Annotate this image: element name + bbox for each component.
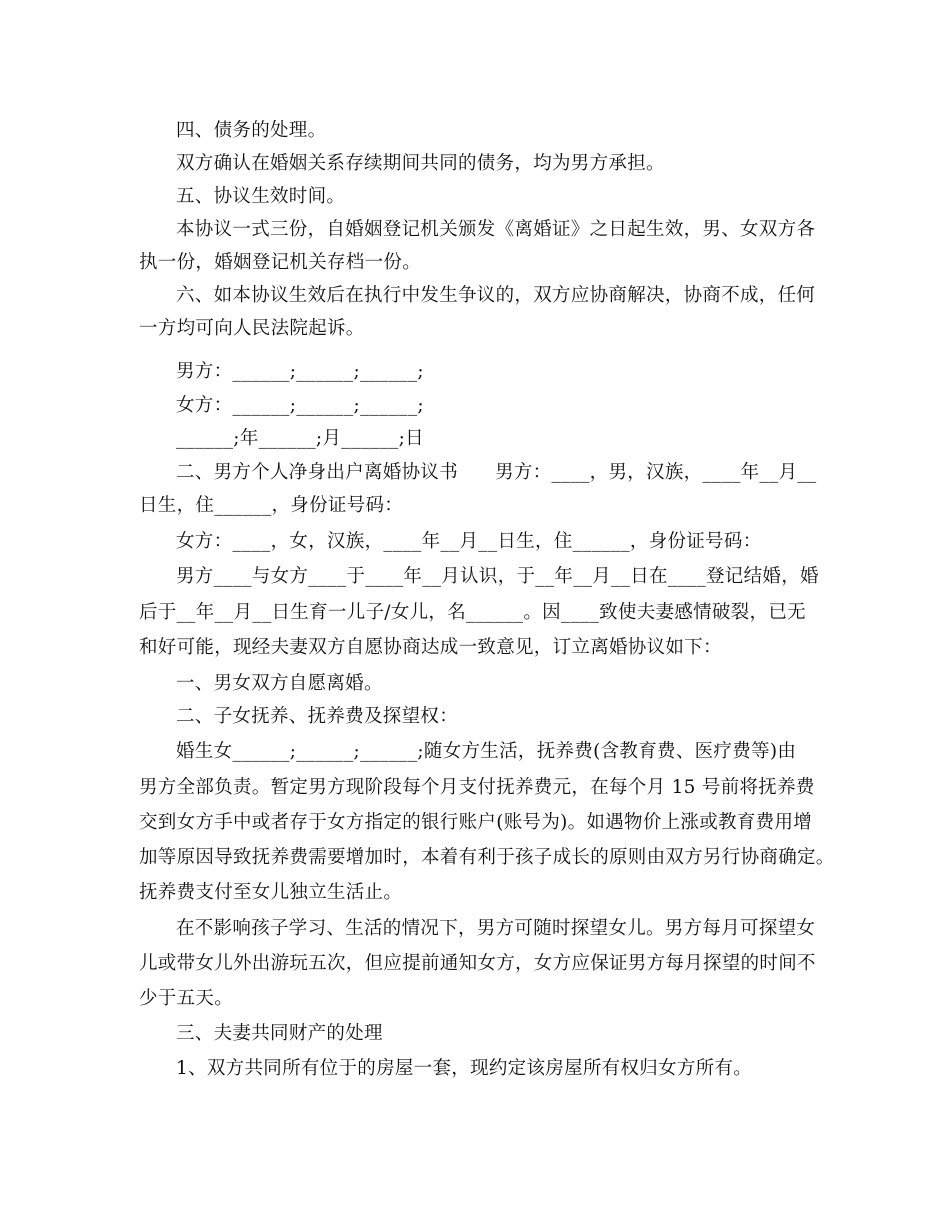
heading-divorce: 一、男女双方自愿离婚。 bbox=[176, 673, 383, 694]
paragraph-line: 一方均可向人民法院起诉。 bbox=[139, 318, 365, 339]
heading-agreement-2: 二、男方个人净身出户离婚协议书 男方：____，男，汉族，____年__月__ bbox=[176, 462, 817, 483]
paragraph-line: 和好可能，现经夫妻双方自愿协商达成一致意见，订立离婚协议如下： bbox=[139, 637, 722, 658]
paragraph-line: 执一份，婚姻登记机关存档一份。 bbox=[139, 252, 422, 273]
signature-male: 男方：______;______;______; bbox=[176, 361, 424, 382]
paragraph-line: 交到女方手中或者存于女方指定的银行账户(账号为)。如遇物价上涨或教育费用增 bbox=[139, 812, 813, 833]
signature-female: 女方：______;______;______; bbox=[176, 395, 424, 416]
paragraph-line: 加等原因导致抚养费需要增加时，本着有利于孩子成长的原则由双方另行协商确定。 bbox=[139, 847, 835, 868]
paragraph-line: 儿或带女儿外出游玩五次，但应提前通知女方，女方应保证男方每月探望的时间不 bbox=[139, 953, 816, 974]
heading-debt: 四、债务的处理。 bbox=[176, 120, 327, 141]
heading-effective-time: 五、协议生效时间。 bbox=[176, 186, 346, 207]
paragraph-line: 本协议一式三份，自婚姻登记机关颁发《离婚证》之日起生效，男、女双方各 bbox=[176, 219, 816, 240]
paragraph-line: 日生，住______，身份证号码： bbox=[139, 495, 404, 516]
paragraph-line: 1、双方共同所有位于的房屋一套，现约定该房屋所有权归女方所有。 bbox=[176, 1058, 753, 1079]
paragraph-line: 少于五天。 bbox=[139, 988, 234, 1009]
heading-child-custody: 二、子女抚养、抚养费及探望权： bbox=[176, 706, 459, 727]
paragraph-line: 女方：____，女，汉族，____年__月__日生，住______，身份证号码： bbox=[176, 531, 762, 552]
paragraph-debt: 双方确认在婚姻关系存续期间共同的债务，均为男方承担。 bbox=[176, 153, 665, 174]
paragraph-line: 在不影响孩子学习、生活的情况下，男方可随时探望女儿。男方每月可探望女 bbox=[176, 918, 816, 939]
paragraph-line: 六、如本协议生效后在执行中发生争议的，双方应协商解决，协商不成，任何 bbox=[176, 285, 816, 306]
heading-property: 三、夫妻共同财产的处理 bbox=[176, 1023, 383, 1044]
paragraph-line: 男方____与女方____于____年__月认识，于__年__月__日在____登记结婚，婚 bbox=[176, 566, 819, 587]
paragraph-line: 婚生女______;______;______;随女方生活，抚养费(含教育费、医疗费等)由 bbox=[176, 741, 797, 762]
paragraph-line: 抚养费支付至女儿独立生活止。 bbox=[139, 882, 403, 903]
paragraph-line: 男方全部负责。暂定男方现阶段每个月支付抚养费元，在每个月 15 号前将抚养费 bbox=[139, 777, 815, 798]
paragraph-line: 后于__年__月__日生育一儿子/女儿，名______。因____致使夫妻感情破裂，已无 bbox=[139, 602, 806, 623]
signature-date: ______;年______;月______;日 bbox=[176, 428, 424, 449]
